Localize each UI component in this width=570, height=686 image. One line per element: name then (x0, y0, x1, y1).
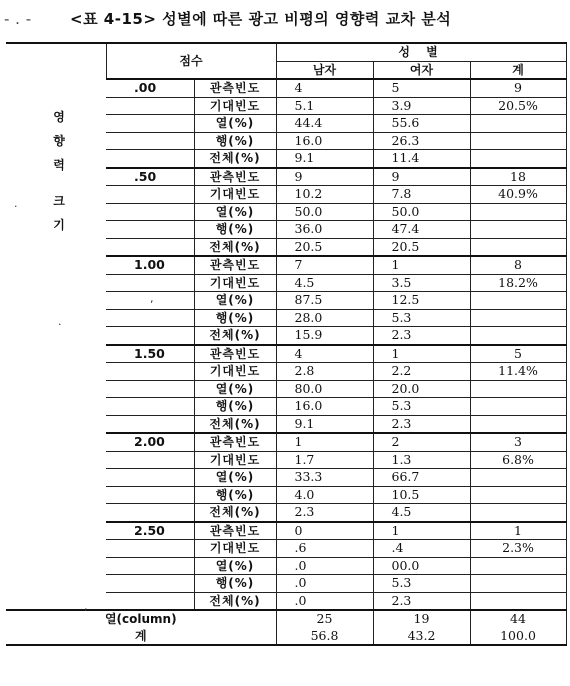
female-cell: 7.8 (373, 186, 470, 204)
total-cell (470, 203, 566, 221)
footer-total-total: 100.0 (470, 628, 566, 646)
male-cell: 16.0 (276, 398, 373, 416)
stat-label-cell: 행(%) (194, 132, 276, 150)
male-cell: .0 (276, 557, 373, 575)
score-cell (106, 592, 194, 610)
table-row (6, 486, 566, 504)
male-cell: 5.1 (276, 97, 373, 115)
female-cell: 50.0 (373, 203, 470, 221)
table-row (6, 256, 566, 274)
male-cell: 4 (276, 345, 373, 363)
score-cell (106, 451, 194, 469)
stat-label-cell: 기대빈도 (194, 186, 276, 204)
male-cell: 9.1 (276, 150, 373, 168)
total-cell (470, 221, 566, 239)
footer-column-label: 열(column) (6, 610, 276, 628)
total-cell (470, 238, 566, 256)
male-cell: .0 (276, 575, 373, 593)
table-row (6, 221, 566, 239)
footer-column-row (6, 610, 566, 628)
female-cell: 20.0 (373, 380, 470, 398)
footer-total-male: 56.8 (276, 628, 373, 646)
stat-label-cell: 관측빈도 (194, 79, 276, 97)
header-total: 계 (470, 61, 566, 79)
side-cell (6, 256, 106, 274)
header-score: 점수 (106, 43, 276, 79)
scan-mark: · (58, 318, 62, 331)
table-row (6, 186, 566, 204)
stat-label-cell: 행(%) (194, 221, 276, 239)
female-cell: 47.4 (373, 221, 470, 239)
table-row (6, 592, 566, 610)
footer-column-total: 44 (470, 610, 566, 628)
stat-label-cell: 열(%) (194, 203, 276, 221)
total-cell: 9 (470, 79, 566, 97)
score-cell (106, 97, 194, 115)
female-cell: 12.5 (373, 292, 470, 310)
score-cell (106, 186, 194, 204)
side-label-char (46, 177, 72, 189)
table-row (6, 327, 566, 345)
side-cell (6, 504, 106, 522)
female-cell: 5.3 (373, 309, 470, 327)
male-cell: .0 (276, 592, 373, 610)
total-cell (470, 398, 566, 416)
male-cell: 1 (276, 433, 373, 451)
female-cell: 9 (373, 168, 470, 186)
male-cell: 9.1 (276, 415, 373, 433)
total-cell (470, 504, 566, 522)
score-cell (106, 327, 194, 345)
score-cell: .00 (106, 79, 194, 97)
table-row (6, 168, 566, 186)
total-cell (470, 575, 566, 593)
side-cell (6, 398, 106, 416)
female-cell: 1 (373, 522, 470, 540)
score-cell: 2.50 (106, 522, 194, 540)
stat-label-cell: 기대빈도 (194, 451, 276, 469)
score-cell (106, 115, 194, 133)
male-cell: 20.5 (276, 238, 373, 256)
table-row (6, 522, 566, 540)
total-cell: 3 (470, 433, 566, 451)
stat-label-cell: 관측빈도 (194, 522, 276, 540)
female-cell: 3.9 (373, 97, 470, 115)
stat-label-cell: 전체(%) (194, 592, 276, 610)
side-label-char: 영 (53, 110, 65, 124)
total-cell (470, 292, 566, 310)
stat-label-cell: 전체(%) (194, 327, 276, 345)
stat-label-cell: 전체(%) (194, 415, 276, 433)
footer-column-female: 19 (373, 610, 470, 628)
header-gender: 성 별 (276, 43, 566, 61)
table-row (6, 469, 566, 487)
male-cell: 9 (276, 168, 373, 186)
female-cell: 2.3 (373, 415, 470, 433)
female-cell: 20.5 (373, 238, 470, 256)
side-cell (6, 415, 106, 433)
male-cell: 0 (276, 522, 373, 540)
total-cell: 2.3% (470, 540, 566, 558)
total-cell: 1 (470, 522, 566, 540)
stat-label-cell: 행(%) (194, 575, 276, 593)
total-cell (470, 150, 566, 168)
side-cell (6, 345, 106, 363)
score-cell (106, 274, 194, 292)
footer-total-label: 계 (6, 628, 276, 646)
score-cell: .50 (106, 168, 194, 186)
score-cell (106, 575, 194, 593)
score-cell: 1.00 (106, 256, 194, 274)
stat-label-cell: 행(%) (194, 398, 276, 416)
table-row (6, 575, 566, 593)
table-row (6, 380, 566, 398)
table-row (6, 309, 566, 327)
total-cell: 5 (470, 345, 566, 363)
side-cell (6, 79, 106, 97)
table-row (6, 345, 566, 363)
side-cell (6, 575, 106, 593)
total-cell (470, 115, 566, 133)
male-cell: 50.0 (276, 203, 373, 221)
side-cell (6, 363, 106, 381)
female-cell: 00.0 (373, 557, 470, 575)
female-cell: 5.3 (373, 575, 470, 593)
female-cell: 2.2 (373, 363, 470, 381)
stat-label-cell: 전체(%) (194, 504, 276, 522)
total-cell (470, 415, 566, 433)
crosstab-table (6, 42, 567, 646)
total-cell: 6.8% (470, 451, 566, 469)
female-cell: 1.3 (373, 451, 470, 469)
total-cell (470, 486, 566, 504)
side-cell (6, 309, 106, 327)
score-cell (106, 504, 194, 522)
header-male: 남자 (276, 61, 373, 79)
total-cell (470, 557, 566, 575)
male-cell: 44.4 (276, 115, 373, 133)
female-cell: 1 (373, 345, 470, 363)
stat-label-cell: 열(%) (194, 380, 276, 398)
stat-label-cell: 관측빈도 (194, 256, 276, 274)
female-cell: 5 (373, 79, 470, 97)
stat-label-cell: 열(%) (194, 115, 276, 133)
total-cell (470, 327, 566, 345)
side-cell (6, 238, 106, 256)
total-cell (470, 132, 566, 150)
male-cell: 36.0 (276, 221, 373, 239)
side-cell (6, 327, 106, 345)
female-cell: 4.5 (373, 504, 470, 522)
side-cell (6, 380, 106, 398)
female-cell: 10.5 (373, 486, 470, 504)
male-cell: 7 (276, 256, 373, 274)
table-row (6, 363, 566, 381)
score-cell (106, 415, 194, 433)
total-cell: 18 (470, 168, 566, 186)
score-cell (106, 132, 194, 150)
male-cell: 2.8 (276, 363, 373, 381)
header-row-1 (6, 43, 566, 61)
footer-total-female: 43.2 (373, 628, 470, 646)
table-row (6, 97, 566, 115)
stat-label-cell: 기대빈도 (194, 540, 276, 558)
stat-label-cell: 행(%) (194, 309, 276, 327)
scan-mark: · (14, 200, 18, 213)
table-row (6, 79, 566, 97)
side-label-char: 향 (53, 134, 65, 148)
table-row (6, 150, 566, 168)
male-cell: 15.9 (276, 327, 373, 345)
female-cell: 2.3 (373, 327, 470, 345)
side-cell (6, 592, 106, 610)
total-cell: 40.9% (470, 186, 566, 204)
female-cell: .4 (373, 540, 470, 558)
score-cell (106, 557, 194, 575)
table-row (6, 451, 566, 469)
scan-mark: , (84, 600, 88, 613)
header-female: 여자 (373, 61, 470, 79)
stat-label-cell: 열(%) (194, 292, 276, 310)
stat-label-cell: 열(%) (194, 557, 276, 575)
footer-total-row (6, 628, 566, 646)
side-cell (6, 451, 106, 469)
stat-label-cell: 전체(%) (194, 150, 276, 168)
side-cell (6, 557, 106, 575)
stat-label-cell: 관측빈도 (194, 168, 276, 186)
stat-label-cell: 관측빈도 (194, 345, 276, 363)
side-label-char: 력 (53, 158, 65, 172)
side-cell (6, 522, 106, 540)
table-row (6, 540, 566, 558)
score-cell (106, 309, 194, 327)
side-cell (6, 469, 106, 487)
male-cell: 4.0 (276, 486, 373, 504)
stat-label-cell: 기대빈도 (194, 274, 276, 292)
score-cell (106, 540, 194, 558)
total-cell: 20.5% (470, 97, 566, 115)
female-cell: 2 (373, 433, 470, 451)
total-cell (470, 309, 566, 327)
side-label-char: 크 (53, 194, 65, 208)
female-cell: 55.6 (373, 115, 470, 133)
table-row (6, 398, 566, 416)
header-corner (6, 43, 106, 79)
score-cell: 2.00 (106, 433, 194, 451)
table-title: <표 4-15> 성별에 따른 광고 비평의 영향력 교차 분석 (70, 10, 452, 28)
male-cell: 4.5 (276, 274, 373, 292)
score-cell: 1.50 (106, 345, 194, 363)
male-cell: 87.5 (276, 292, 373, 310)
female-cell: 2.3 (373, 592, 470, 610)
male-cell: 28.0 (276, 309, 373, 327)
score-cell (106, 380, 194, 398)
table-row (6, 292, 566, 310)
scan-mark: , (150, 292, 154, 305)
male-cell: 2.3 (276, 504, 373, 522)
footer-column-male: 25 (276, 610, 373, 628)
side-cell (6, 540, 106, 558)
caption-dots: - . - (4, 10, 32, 28)
side-cell (6, 292, 106, 310)
male-cell: 10.2 (276, 186, 373, 204)
stat-label-cell: 행(%) (194, 486, 276, 504)
score-cell (106, 238, 194, 256)
female-cell: 3.5 (373, 274, 470, 292)
table-row (6, 415, 566, 433)
score-cell (106, 486, 194, 504)
table-row (6, 238, 566, 256)
male-cell: 1.7 (276, 451, 373, 469)
male-cell: 33.3 (276, 469, 373, 487)
male-cell: 16.0 (276, 132, 373, 150)
table-row (6, 504, 566, 522)
score-cell (106, 203, 194, 221)
stat-label-cell: 관측빈도 (194, 433, 276, 451)
stat-label-cell: 기대빈도 (194, 97, 276, 115)
stat-label-cell: 기대빈도 (194, 363, 276, 381)
table-row (6, 274, 566, 292)
table-row (6, 115, 566, 133)
female-cell: 5.3 (373, 398, 470, 416)
side-label-influence-size (46, 105, 72, 237)
score-cell (106, 469, 194, 487)
female-cell: 26.3 (373, 132, 470, 150)
stat-label-cell: 열(%) (194, 469, 276, 487)
table-row (6, 203, 566, 221)
side-label-char: 기 (53, 218, 65, 232)
male-cell: .6 (276, 540, 373, 558)
female-cell: 11.4 (373, 150, 470, 168)
total-cell (470, 592, 566, 610)
score-cell (106, 398, 194, 416)
score-cell (106, 363, 194, 381)
side-cell (6, 274, 106, 292)
score-cell (106, 221, 194, 239)
table-row (6, 132, 566, 150)
female-cell: 66.7 (373, 469, 470, 487)
table-row (6, 557, 566, 575)
total-cell: 11.4% (470, 363, 566, 381)
total-cell: 8 (470, 256, 566, 274)
side-cell (6, 433, 106, 451)
stat-label-cell: 전체(%) (194, 238, 276, 256)
table-caption (0, 8, 570, 32)
side-cell (6, 486, 106, 504)
female-cell: 1 (373, 256, 470, 274)
total-cell (470, 469, 566, 487)
table-row (6, 433, 566, 451)
total-cell: 18.2% (470, 274, 566, 292)
male-cell: 80.0 (276, 380, 373, 398)
score-cell (106, 150, 194, 168)
male-cell: 4 (276, 79, 373, 97)
total-cell (470, 380, 566, 398)
